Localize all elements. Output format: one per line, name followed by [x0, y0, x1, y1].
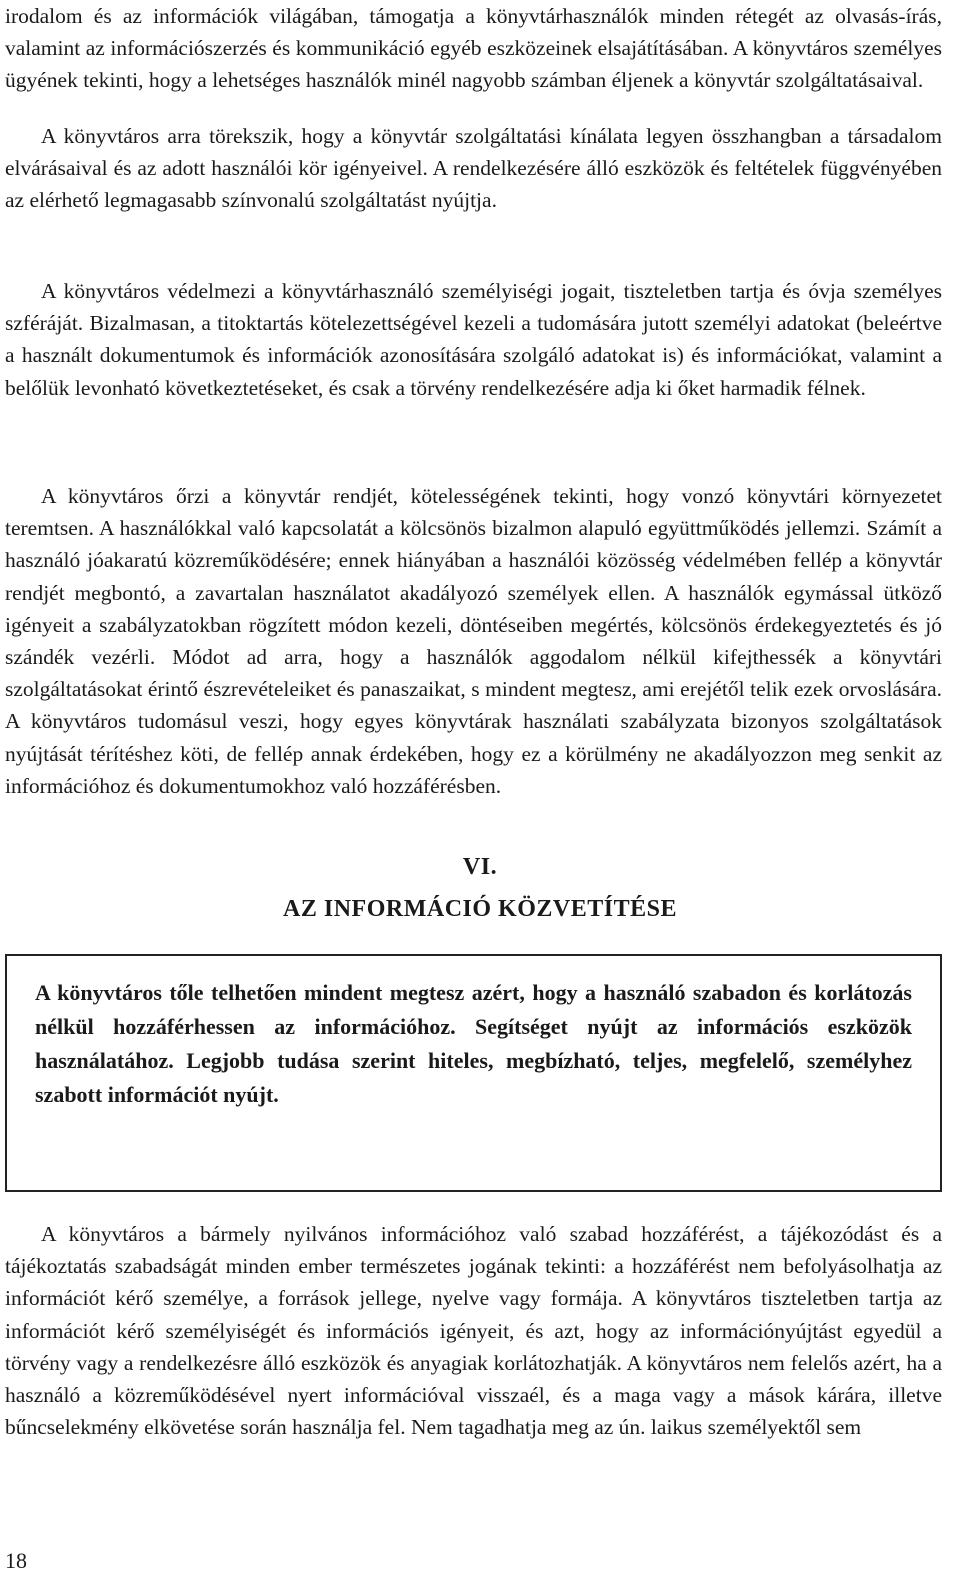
- paragraph-free-access: A könyvtáros a bármely nyilvános információhoz való szabad hozzáférést, a tájékozódást és a tájékoztatás szabadságát minden ember természetes jogának tekinti: a hozzáférést nem befolyásolhatja az információt kérő személye, a források jellege, nyelve vagy formája. A könyvtáros tiszteletben tartja az információt kérő személyiségét és információs igényeit, és azt, hogy az információnyújtást egyedül a törvény vagy a rendelkezésre álló eszközök és anyagiak korlátozhatják. A könyvtáros nem felelős azért, ha a használó a közreműködésével nyert információval visszaél, és a maga vagy a mások kárára, illetve bűncselekmény elkövetése során használja fel. Nem tagadhatja meg az ún. laikus személyektől sem: [5, 1222, 942, 1440]
- section-title: AZ INFORMÁCIÓ KÖZVETÍTÉSE: [283, 896, 677, 922]
- principle-box: [5, 954, 942, 1192]
- paragraph-privacy: A könyvtáros védelmezi a könyvtárhasználó személyiségi jogait, tiszteletben tartja és óvja személyes szféráját. Bizalmasan, a titoktartás kötelezettségével kezeli a tudomására jutott személyi adatokat (beleértve a használt dokumentumok és információk azonosítására szolgáló adatokat is) és információkat, valamint a belőlük levonható következtetéseket, és csak a törvény rendelkezésére adja ki őket harmadik félnek.: [5, 279, 942, 400]
- section-number: VI.: [462, 854, 498, 880]
- paragraph-library-order: A könyvtáros őrzi a könyvtár rendjét, kötelességének tekinti, hogy vonzó könyvtári környezetet teremtsen. A használókkal való kapcsolatát a kölcsönös bizalmon alapuló együttműködés jellemzi. Számít a használó jóakaratú közreműködésére; ennek hiányában a használói közösség védelmében fellép a könyvtár rendjét megbontó, a zavartalan használatot akadályozó személyek ellen. A használók egymással ütköző igényeit a szabályzatokban rögzített módon kezeli, döntéseiben megértés, kölcsönös érdekegyeztetés és jó szándék vezérli. Módot ad arra, hogy a használók aggodalom nélkül kifejthessék a könyvtári szolgáltatásokat érintő észrevételeiket és panaszaikat, s mindent megtesz, ami erejétől telik ezek orvoslására. A könyvtáros tudomásul veszi, hogy egyes könyvtárak használati szabályzata bizonyos szolgáltatások nyújtását térítéshez köti, de fellép annak érdekében, hogy ez a körülmény ne akadályozzon meg senkit az információhoz és dokumentumokhoz való hozzáférésben.: [5, 484, 942, 798]
- paragraph-service-offer: A könyvtáros arra törekszik, hogy a könyvtár szolgáltatási kínálata legyen összhangban a társadalom elvárásaival és az adott használói kör igényeivel. A rendelkezésére álló eszközök és feltételek függvényében az elérhető legmagasabb színvonalú szolgáltatást nyújtja.: [5, 124, 942, 213]
- principle-text: A könyvtáros tőle telhetően mindent megtesz azért, hogy a használó szabadon és korlátozás nélkül hozzáférhessen az információhoz. Segítséget nyújt az információs eszközök használatához. Legjobb tudása szerint hiteles, megbízható, teljes, megfelelő, személyhez szabott információt nyújt.: [35, 980, 912, 1107]
- paragraph-continued: irodalom és az információk világában, támogatja a könyvtárhasználók minden rétegét az olvasás-írás, valamint az információszerzés és kommunikáció egyéb eszközeinek elsajátításában. A könyvtáros személyes ügyének tekinti, hogy a lehetséges használók minél nagyobb számban éljenek a könyvtár szolgáltatásaival.: [5, 4, 942, 93]
- page-number: 18: [5, 1548, 27, 1573]
